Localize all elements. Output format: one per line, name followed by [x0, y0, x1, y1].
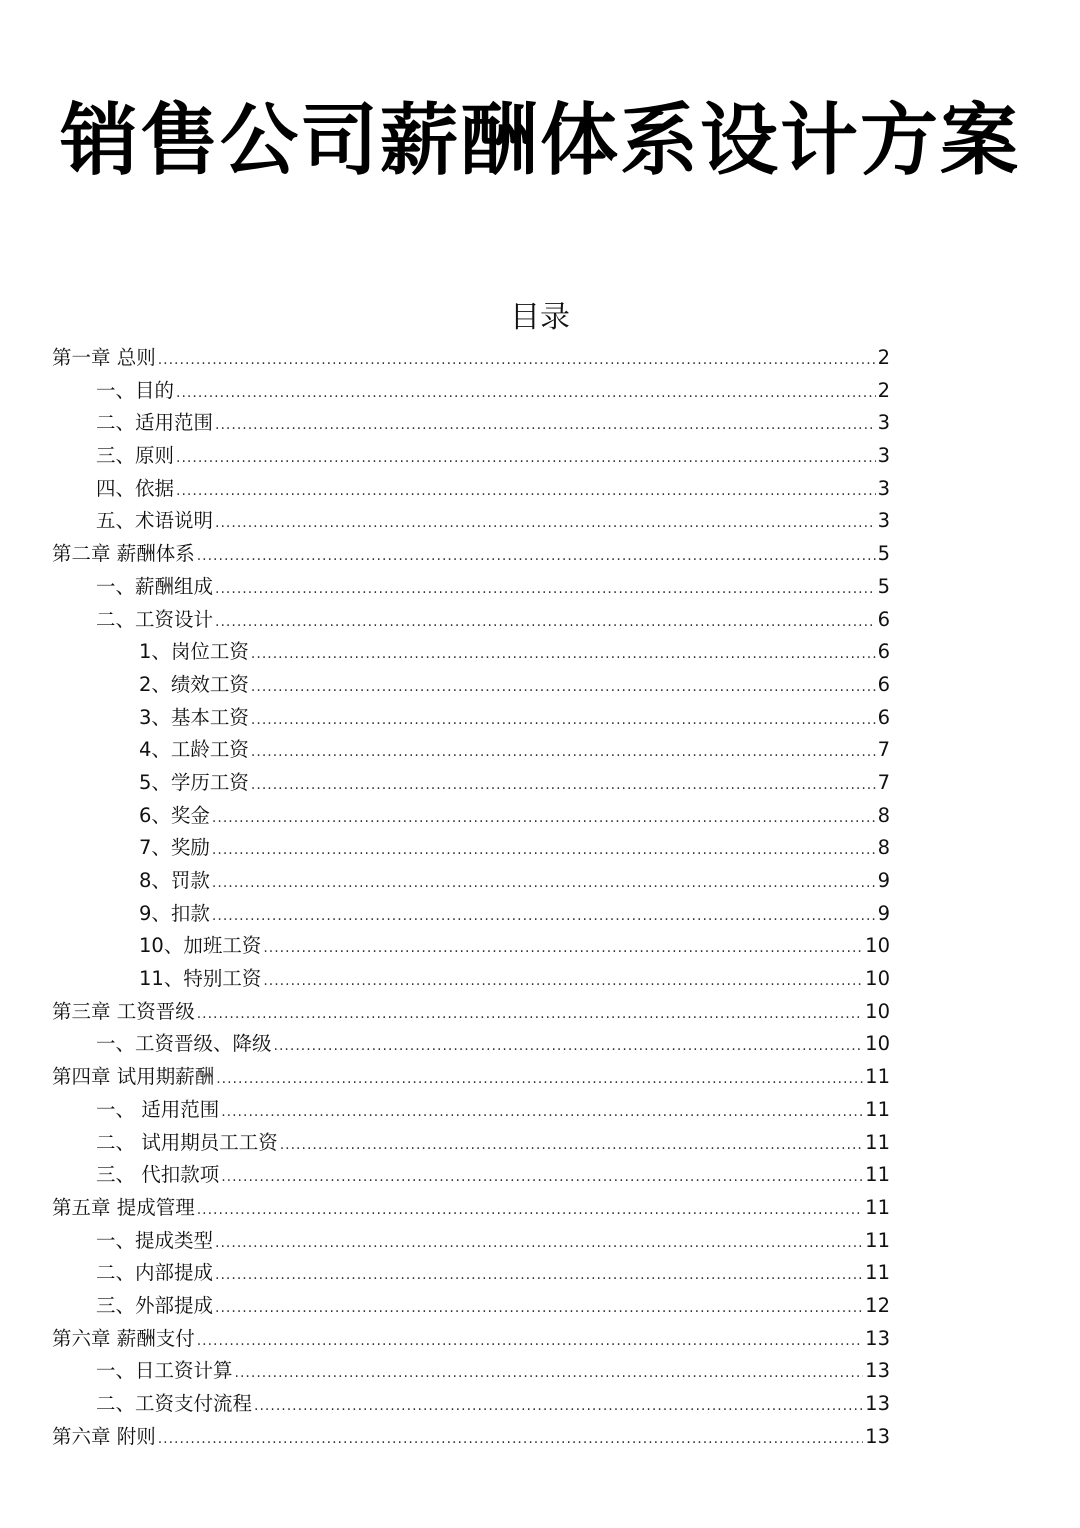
- toc-page-number: 11: [865, 1065, 890, 1089]
- toc-entry-label: 第一章 总则: [52, 346, 156, 369]
- toc-entry-label: 10、加班工资: [139, 934, 262, 958]
- toc-entry-label: 11、特别工资: [139, 967, 262, 991]
- dot-leader: [212, 867, 876, 900]
- dot-leader: [176, 475, 876, 508]
- toc-page-number: 10: [865, 967, 890, 991]
- toc-section-entry[interactable]: [52, 963, 890, 996]
- toc-section-entry[interactable]: [52, 375, 890, 408]
- dot-leader: [251, 671, 876, 704]
- toc-entry-label: 3、基本工资: [139, 705, 249, 729]
- toc-section-entry[interactable]: [52, 1159, 890, 1192]
- toc-entry-label: 7、奖励: [139, 836, 210, 860]
- toc-entry-label: 三、原则: [96, 444, 175, 468]
- dot-leader: [274, 1030, 864, 1063]
- toc-entry-label: 9、扣款: [139, 901, 210, 925]
- toc-entry-label: 三、外部提成: [96, 1293, 214, 1317]
- toc-page-number: 6: [877, 672, 890, 696]
- toc-section-entry[interactable]: [52, 1290, 890, 1323]
- table-of-contents: [52, 342, 890, 1453]
- dot-leader: [263, 932, 863, 965]
- toc-section-entry[interactable]: [52, 1127, 890, 1160]
- toc-entry-label: 二、工资支付流程: [96, 1392, 253, 1415]
- toc-chapter-entry[interactable]: [52, 1061, 890, 1094]
- toc-section-entry[interactable]: [52, 734, 890, 767]
- toc-chapter-entry[interactable]: [52, 1323, 890, 1356]
- dot-leader: [197, 1194, 863, 1227]
- toc-chapter-entry[interactable]: [52, 1192, 890, 1225]
- toc-page-number: 6: [877, 640, 890, 664]
- toc-section-entry[interactable]: [52, 407, 890, 440]
- toc-entry-label: 第二章 薪酬体系: [52, 542, 195, 566]
- toc-page-number: 10: [865, 1032, 890, 1056]
- toc-entry-label: 4、工龄工资: [139, 738, 249, 762]
- dot-leader: [251, 736, 876, 769]
- toc-entry-label: 一、日工资计算: [96, 1359, 233, 1383]
- toc-section-entry[interactable]: [52, 898, 890, 931]
- toc-section-entry[interactable]: [52, 1094, 890, 1127]
- toc-entry-label: 2、绩效工资: [139, 672, 249, 696]
- toc-section-entry[interactable]: [52, 767, 890, 800]
- dot-leader: [216, 1063, 863, 1096]
- toc-page-number: 11: [865, 1130, 890, 1154]
- toc-entry-label: 二、 试用期员工工资: [96, 1130, 278, 1154]
- toc-chapter-entry[interactable]: [52, 996, 890, 1029]
- toc-page-number: 3: [877, 476, 890, 500]
- toc-page-number: 3: [877, 411, 890, 435]
- toc-entry-label: 二、适用范围: [96, 411, 214, 435]
- toc-section-entry[interactable]: [52, 571, 890, 604]
- toc-section-entry[interactable]: [52, 1257, 890, 1290]
- dot-leader: [176, 377, 876, 410]
- dot-leader: [197, 998, 863, 1031]
- toc-page-number: 7: [877, 738, 890, 762]
- toc-page-number: 8: [877, 803, 890, 827]
- toc-page-number: 11: [865, 1163, 890, 1187]
- toc-page-number: 12: [865, 1293, 890, 1317]
- dot-leader: [215, 507, 876, 540]
- dot-leader: [235, 1357, 864, 1390]
- toc-entry-label: 二、内部提成: [96, 1261, 214, 1285]
- toc-section-entry[interactable]: [52, 473, 890, 506]
- dot-leader: [215, 1227, 863, 1260]
- toc-entry-label: 1、岗位工资: [139, 640, 249, 664]
- toc-page-number: 6: [877, 607, 890, 631]
- toc-entry-label: 四、依据: [96, 476, 175, 500]
- toc-entry-label: 第六章 薪酬支付: [52, 1326, 195, 1350]
- toc-page-number: 11: [865, 1097, 890, 1121]
- toc-page-number: 11: [865, 1261, 890, 1285]
- dot-leader: [221, 1161, 863, 1194]
- toc-entry-label: 第三章 工资晋级: [52, 999, 195, 1023]
- dot-leader: [263, 965, 863, 998]
- toc-section-entry[interactable]: [52, 930, 890, 963]
- toc-section-entry[interactable]: [52, 1225, 890, 1258]
- toc-entry-label: 三、 代扣款项: [96, 1163, 220, 1187]
- toc-page-number: 2: [877, 346, 890, 369]
- toc-page-number: 6: [877, 705, 890, 729]
- toc-page-number: 3: [877, 444, 890, 468]
- toc-section-entry[interactable]: [52, 1355, 890, 1388]
- document-title: 销售公司薪酬体系设计方案: [59, 96, 1020, 186]
- toc-page-number: 9: [877, 901, 890, 925]
- dot-leader: [254, 1390, 863, 1423]
- toc-entry-label: 一、 适用范围: [96, 1097, 220, 1121]
- toc-section-entry[interactable]: [52, 505, 890, 538]
- toc-entry-label: 第四章 试用期薪酬: [52, 1065, 215, 1089]
- toc-section-entry[interactable]: [52, 669, 890, 702]
- toc-section-entry[interactable]: [52, 1388, 890, 1421]
- toc-page-number: 9: [877, 869, 890, 892]
- toc-page-number: 7: [877, 770, 890, 794]
- dot-leader: [212, 900, 876, 933]
- toc-section-entry[interactable]: [52, 604, 890, 637]
- toc-page-number: 5: [877, 542, 890, 566]
- toc-page-number: 10: [865, 999, 890, 1023]
- toc-page-number: 11: [865, 1195, 890, 1219]
- toc-page-number: 5: [877, 574, 890, 598]
- toc-section-entry[interactable]: [52, 636, 890, 669]
- toc-section-entry[interactable]: [52, 1028, 890, 1061]
- toc-entry-label: 二、工资设计: [96, 607, 214, 631]
- toc-section-entry[interactable]: [52, 800, 890, 833]
- dot-leader: [158, 1423, 863, 1456]
- toc-page-number: 11: [865, 1228, 890, 1252]
- dot-leader: [215, 1292, 863, 1325]
- dot-leader: [197, 540, 876, 573]
- toc-page-number: 13: [865, 1326, 890, 1350]
- toc-section-entry[interactable]: [52, 832, 890, 865]
- dot-leader: [251, 769, 876, 802]
- toc-entry-label: 第六章 附则: [52, 1424, 156, 1448]
- toc-page-number: 3: [877, 509, 890, 533]
- toc-page-number: 13: [865, 1392, 890, 1415]
- toc-heading: 目录: [510, 300, 570, 335]
- dot-leader: [212, 834, 876, 867]
- toc-entry-label: 一、工资晋级、降级: [96, 1032, 272, 1056]
- toc-chapter-entry[interactable]: [52, 342, 890, 375]
- toc-page-number: 13: [865, 1424, 890, 1448]
- toc-page-number: 8: [877, 836, 890, 860]
- toc-entry-label: 一、目的: [96, 378, 175, 402]
- toc-entry-label: 一、提成类型: [96, 1228, 214, 1252]
- dot-leader: [251, 704, 876, 737]
- toc-chapter-entry[interactable]: [52, 538, 890, 571]
- toc-section-entry[interactable]: [52, 440, 890, 473]
- toc-section-entry[interactable]: [52, 702, 890, 735]
- toc-page-number: 2: [877, 378, 890, 402]
- toc-chapter-entry[interactable]: [52, 1421, 890, 1454]
- toc-entry-label: 6、奖金: [139, 803, 210, 827]
- toc-entry-label: 第五章 提成管理: [52, 1195, 195, 1219]
- dot-leader: [197, 1325, 863, 1358]
- dot-leader: [158, 344, 876, 377]
- toc-section-entry[interactable]: [52, 865, 890, 898]
- toc-entry-label: 5、学历工资: [139, 770, 249, 794]
- dot-leader: [280, 1129, 863, 1162]
- toc-entry-label: 8、罚款: [139, 869, 210, 892]
- toc-page-number: 13: [865, 1359, 890, 1383]
- dot-leader: [215, 573, 876, 606]
- dot-leader: [221, 1096, 863, 1129]
- dot-leader: [176, 442, 876, 475]
- dot-leader: [215, 606, 876, 639]
- toc-entry-label: 一、薪酬组成: [96, 574, 214, 598]
- dot-leader: [251, 638, 876, 671]
- dot-leader: [215, 409, 876, 442]
- toc-entry-label: 五、术语说明: [96, 509, 214, 533]
- dot-leader: [215, 1259, 863, 1292]
- toc-page-number: 10: [865, 934, 890, 958]
- dot-leader: [212, 802, 876, 835]
